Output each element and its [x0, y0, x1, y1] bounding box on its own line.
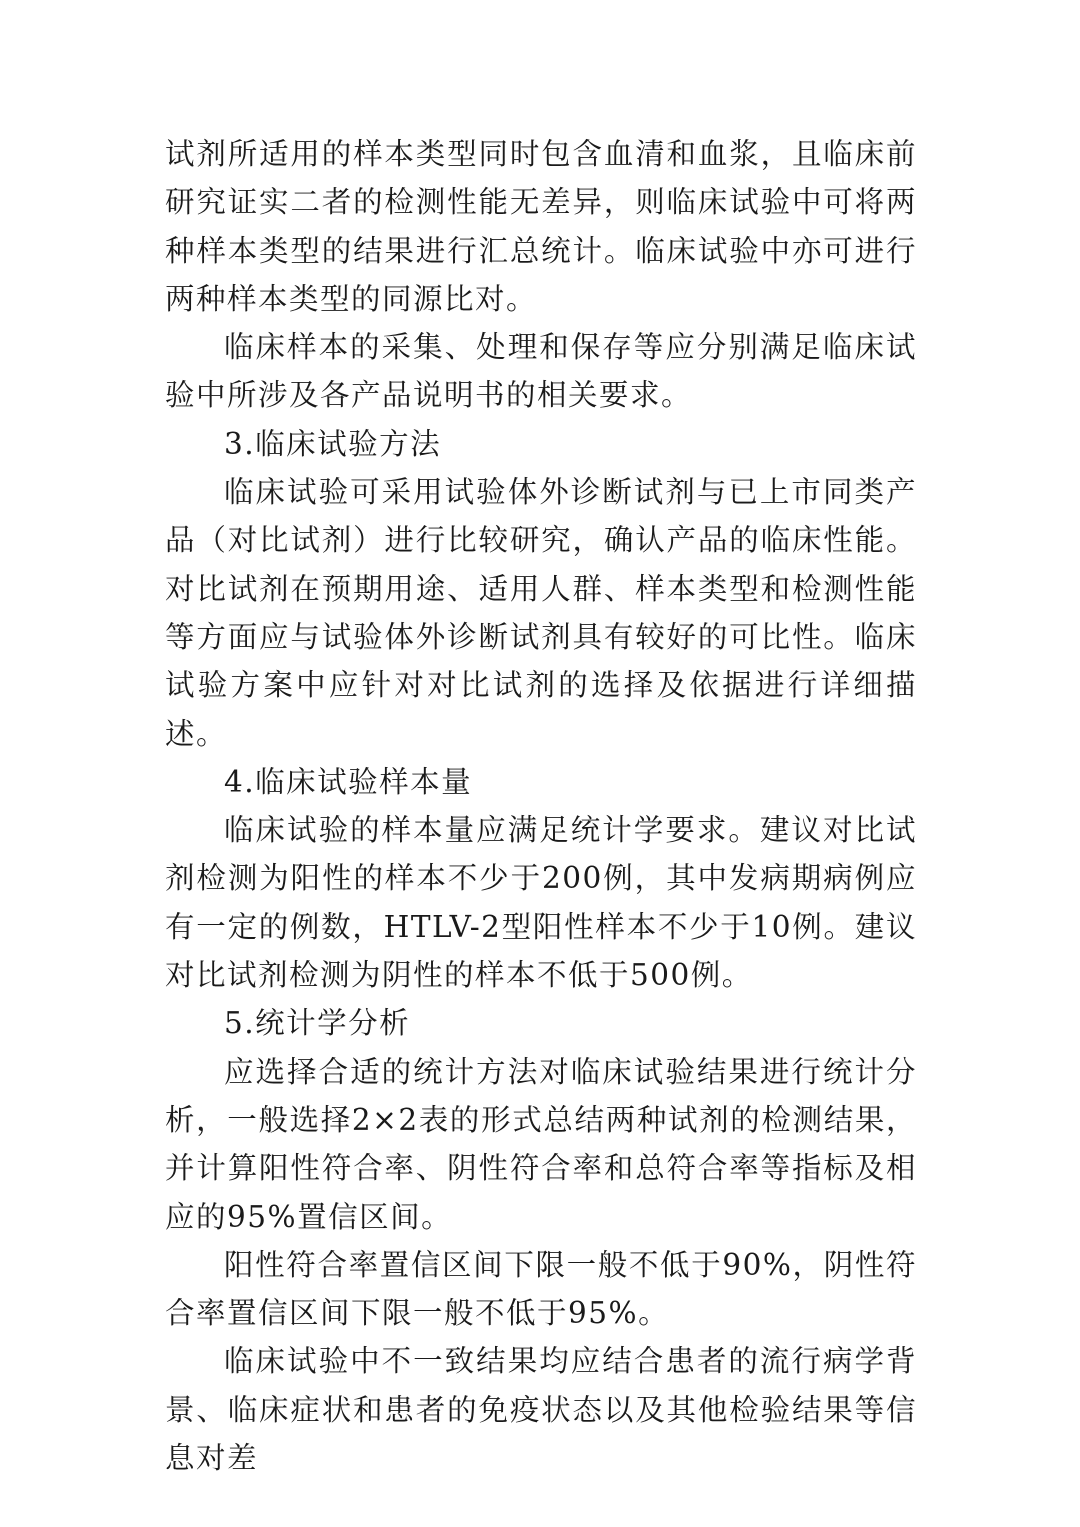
heading-trial-method: 3.临床试验方法	[224, 426, 442, 461]
heading-sample-size: 4.临床试验样本量	[224, 764, 473, 799]
paragraph-trial-method: 临床试验可采用试验体外诊断试剂与已上市同类产品（对比试剂）进行比较研究，确认产品的临床性能。对比试剂在预期用途、适用人群、样本类型和检测性能等方面应与试验体外诊断试剂具有较好的可比性。临床试验方案中应针对对比试剂的选择及依据进行详细描述。	[165, 475, 917, 751]
paragraph-discordant-results: 临床试验中不一致结果均应结合患者的流行病学背景、临床症状和患者的免疫状态以及其他检验结果等信息对差	[165, 1344, 917, 1476]
document-body	[165, 130, 917, 1482]
paragraph-sample-types-continued: 试剂所适用的样本类型同时包含血清和血浆，且临床前研究证实二者的检测性能无差异，则临床试验中可将两种样本类型的结果进行汇总统计。临床试验中亦可进行两种样本类型的同源比对。	[165, 137, 917, 316]
paragraph-sample-size: 临床试验的样本量应满足统计学要求。建议对比试剂检测为阳性的样本不少于200例，其中发病期病例应有一定的例数，HTLV-2型阳性样本不少于10例。建议对比试剂检测为阴性的样本不低于500例。	[165, 813, 917, 993]
heading-statistical-analysis: 5.统计学分析	[224, 1006, 411, 1041]
paragraph-statistical-analysis: 应选择合适的统计方法对临床试验结果进行统计分析，一般选择2×2表的形式总结两种试剂的检测结果，并计算阳性符合率、阴性符合率和总符合率等指标及相应的95%置信区间。	[165, 1054, 917, 1234]
paragraph-sample-handling: 临床样本的采集、处理和保存等应分别满足临床试验中所涉及各产品说明书的相关要求。	[165, 330, 917, 413]
paragraph-confidence-limits: 阳性符合率置信区间下限一般不低于90%，阴性符合率置信区间下限一般不低于95%。	[165, 1247, 917, 1331]
